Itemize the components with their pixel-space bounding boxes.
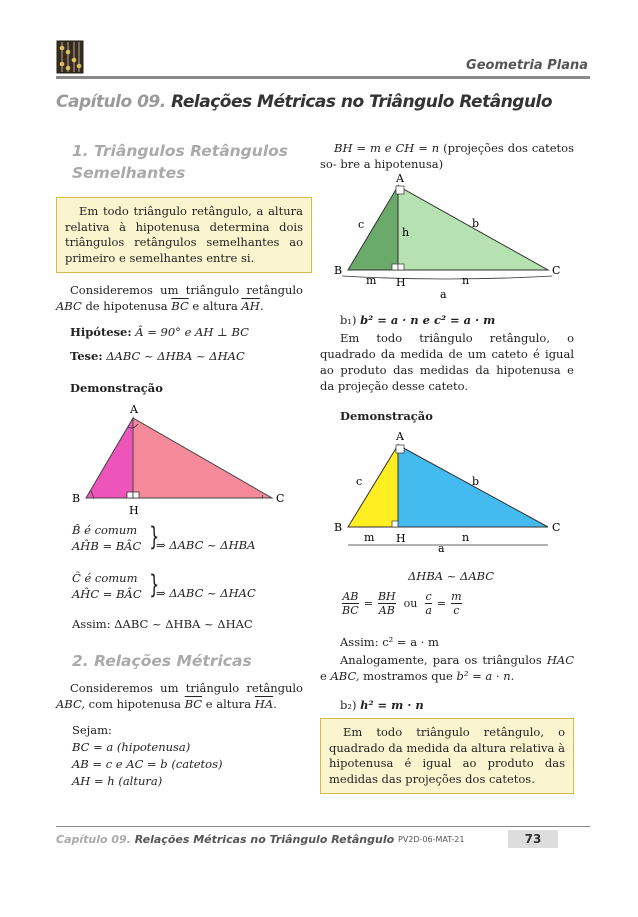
hipotese: Hipótese: Â = 90° e AH ⊥ BC <box>70 325 249 339</box>
section2-intro: Consideremos um triângulo retângulo ABC, com hipotenusa $\overline{BC}$ e altura $\overline{HA}$. <box>56 681 303 711</box>
fig-r2-label-a: A <box>396 430 404 443</box>
proof2-brace: } <box>149 570 160 600</box>
proof1-result: ⇒ ΔABC ~ ΔHBA <box>156 538 256 552</box>
fig-r1-label-h-side: h <box>402 226 410 239</box>
analog-text: Analogamente, para os triângulos HAC e ABC, mostramos que b² = a · n. <box>320 653 575 683</box>
triangle-figure-right-2 <box>320 425 580 557</box>
chapter-heading <box>56 92 552 112</box>
page-number: 73 <box>508 830 558 848</box>
fig-r2-label-c: C <box>552 521 561 534</box>
fig-r2-label-b: B <box>334 521 343 534</box>
assim-left: Assim: ΔABC ~ ΔHBA ~ ΔHAC <box>72 617 253 631</box>
fig-r1-label-b-side: b <box>472 217 480 230</box>
header-divider <box>56 76 590 79</box>
demo-label-left: Demonstração <box>70 381 163 395</box>
section1-title: 1. Triângulos Retângulos Semelhantes <box>72 142 289 182</box>
fig-r2-label-b-side: b <box>472 475 480 488</box>
assim-right: Assim: c² = a · m <box>340 635 439 649</box>
section2-box: Em todo triângulo retângulo, o quadrado da medida da altura relativa à hipotenusa é igual ao produto das medidas das projeções dos catetos. <box>320 718 574 794</box>
b1-text: Em todo triângulo retângulo, o quadrado da medida de um cateto é igual ao produto das medidas da hipotenusa e da projeção desse cateto. <box>320 331 574 393</box>
fig-r1-label-c-side: c <box>358 218 365 231</box>
fig-left-label-a: A <box>130 403 138 416</box>
proof2-result: ⇒ ΔABC ~ ΔHAC <box>156 586 256 600</box>
projections-text: BH = m e CH = n (projeções dos catetos so- bre a hipotenusa) <box>320 141 574 171</box>
fig-r2-label-a-side: a <box>438 542 445 555</box>
b1-formula: b₁) b² = a · n e c² = a · m <box>340 313 496 327</box>
footer-chapter: Capítulo 09. Relações Métricas no Triângulo Retângulo <box>56 833 395 846</box>
fig-r1-label-a-side: a <box>440 288 447 301</box>
demo-label-right: Demonstração <box>340 409 433 423</box>
fig-left-label-c: C <box>276 492 285 505</box>
chapter-number: Capítulo 09. <box>56 92 166 112</box>
fig-r1-label-n: n <box>462 274 470 287</box>
triangle-figure-left <box>60 400 300 520</box>
fig-left-label-b: B <box>72 492 81 505</box>
fig-left-label-h: H <box>129 504 139 517</box>
fig-r2-label-h: H <box>396 532 406 545</box>
abacus-logo <box>56 40 84 74</box>
section2-title: 2. Relações Métricas <box>72 652 252 670</box>
fig-r1-label-b: B <box>334 264 343 277</box>
section2-defs: Sejam: BC = a (hipotenusa) AB = c e AC = b (catetos) AH = h (altura) <box>72 723 223 788</box>
header-subject: Geometria Plana <box>466 58 588 73</box>
chapter-title: Relações Métricas no Triângulo Retângulo <box>171 92 553 112</box>
fig-r2-label-m: m <box>364 531 375 544</box>
section1-box: Em todo triângulo retângulo, a altura relativa à hipotenusa determina dois triângulos retângulos semelhantes ao primeiro e semelhantes entre si. <box>56 197 312 273</box>
fig-r1-label-c: C <box>552 264 561 277</box>
similar-right: ΔHBA ~ ΔABC <box>408 569 495 583</box>
fig-r2-label-n: n <box>462 531 470 544</box>
triangle-figure-right-1 <box>320 170 580 302</box>
fraction-row: $\frac{AB}{BC}$ = $\frac{BH}{AB}$ ou $\frac{c}{a}$ = $\frac{m}{c}$ <box>342 590 462 617</box>
fig-r1-label-h: H <box>396 276 406 289</box>
footer-code: PV2D-06-MAT-21 <box>398 835 465 844</box>
section1-intro: Consideremos um triângulo retângulo ABC de hipotenusa $\overline{BC}$ e altura $\overline{AH}$. <box>56 283 303 313</box>
b2-formula: b₂) h² = m · n <box>340 698 424 712</box>
fig-r2-label-c-side: c <box>356 475 363 488</box>
proof2: Ĉ é comum AĤC = BÂC <box>72 571 142 601</box>
proof1: B̂ é comum AĤB = BÂC <box>72 523 142 553</box>
footer-divider <box>56 826 590 827</box>
tese: Tese: ΔABC ~ ΔHBA ~ ΔHAC <box>70 349 245 363</box>
fig-r1-label-m: m <box>366 274 377 287</box>
proof1-brace: } <box>149 522 160 552</box>
fig-r1-label-a: A <box>396 172 404 185</box>
